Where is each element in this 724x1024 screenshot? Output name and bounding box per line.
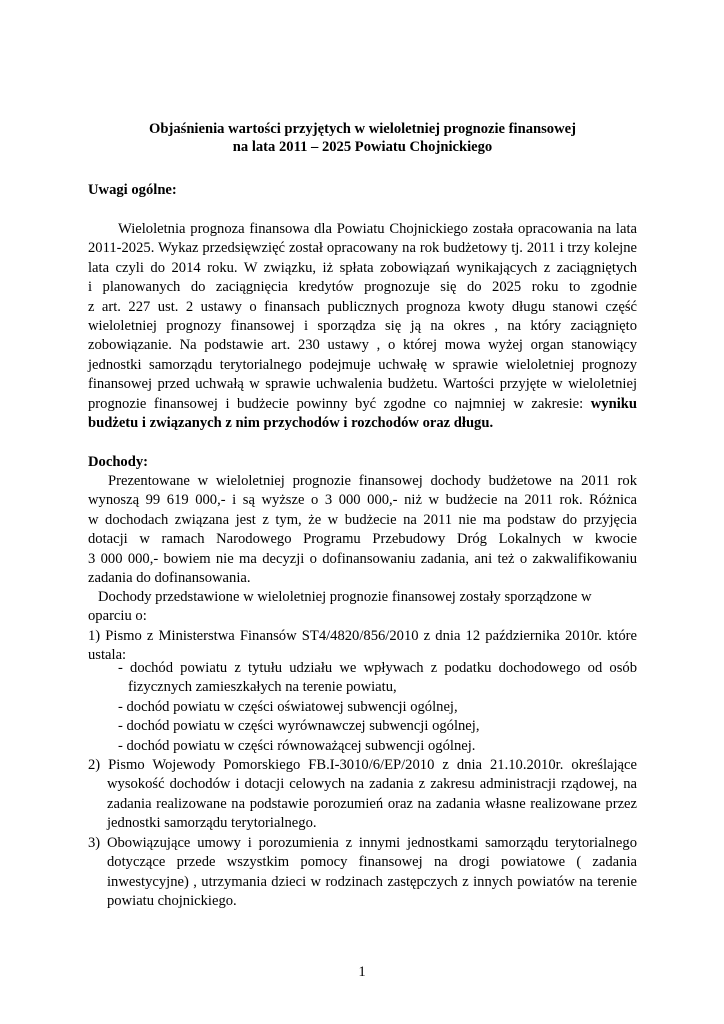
income-line: w dochodach związana jest z tym, że w budżecie na 2011 nie ma podstaw do przyjęcia (88, 511, 637, 528)
income-line: Prezentowane w wieloletniej prognozie finansowej dochody budżetowe na 2011 rok (108, 473, 637, 489)
general-line: jednostki samorządu terytorialnego podejmuje uchwałę w sprawie wieloletniej prognozy (88, 356, 637, 373)
income-paragraph (88, 472, 637, 588)
sub-item-4: - dochód powiatu w części równoważącej subwencji ogólnej. (118, 737, 476, 754)
title-line-2: na lata 2011 – 2025 Powiatu Chojnickiego (232, 139, 493, 155)
general-line: finansowej przed uchwałą w sprawie uchwalenia budżetu. Wartości przyjęte w wieloletniej (88, 376, 637, 393)
general-line-with-bold: prognozie finansowej i budżecie powinny być zgodne co najmniej w zakresie: wyniku (88, 395, 637, 412)
general-paragraph (88, 220, 637, 433)
list-item-3: 3) Obowiązujące umowy i porozumienia z innymi jednostkami samorządu terytorialnego dotyczące przede wszystkim pomocy finansowej na drogi powiatowe ( zadania inwestycyjne) , utrzymania dzieci w rodzinach zastępczych z innych powiatów na terenie powiatu chojnickiego. (88, 835, 637, 910)
title-line-1: Objaśnienia wartości przyjętych w wieloletniej prognozie finansowej (149, 121, 576, 137)
general-bold-line: budżetu i związanych z nim przychodów i rozchodów oraz długu. (88, 415, 494, 432)
page-number: 1 (358, 964, 366, 980)
income-line: wynoszą 99 619 000,- i są wyższe o 3 000 000,- niż w budżecie na 2011 rok. Różnica (88, 492, 637, 509)
income-line: 3 000 000,- bowiem nie ma decyzji o dofinansowaniu zadania, ani też o zakwalifikowaniu (88, 550, 637, 567)
sub-list (118, 659, 637, 756)
list-item-2: 2) Pismo Wojewody Pomorskiego FB.I-3010/6/EP/2010 z dnia 21.10.2010r. określające wysokość dochodów i dotacji celowych na zadania z zakresu administracji rządowej, na zadania realizowane na podstawie porozumień oraz na zadania własne realizowane przez jednostki samorządu terytorialnego. (88, 757, 637, 832)
general-line: lata czyli do 2014 roku. W związku, iż spłata zobowiązań wynikających z zaciągniętych (88, 259, 637, 276)
general-line: 2011-2025. Wykaz przedsięwzięć został opracowany na rok budżetowy tj. 2011 i trzy kolejne (88, 240, 637, 257)
general-line: wieloletniej prognozy finansowej i sporządza się ją na okres , na który zaciągnięto (88, 318, 637, 335)
income-basis: Dochody przedstawione w wieloletniej prognozie finansowej zostały sporządzone w oparciu o: (88, 589, 592, 625)
sub-item-2: - dochód powiatu w części oświatowej subwencji ogólnej, (118, 698, 458, 715)
general-line: Wieloletnia prognoza finansowa dla Powiatu Chojnickiego została opracowania na lata (118, 221, 637, 237)
sub-item-3: - dochód powiatu w części wyrównawczej subwencji ogólnej, (118, 718, 480, 735)
general-line: z art. 227 ust. 2 ustawy o finansach publicznych prognoza kwoty długu stanowi część (88, 298, 637, 315)
general-line: i planowanych do zaciągnięcia kredytów prognozuje się do 2025 roku to zgodnie (88, 279, 637, 296)
general-line: zobowiązanie. Na podstawie art. 230 ustawy , o której mowa wyżej organ stanowiący (88, 337, 637, 354)
sub-item-1-cont: fizycznych zamieszkałych na terenie powiatu, (128, 679, 397, 696)
bold-text: wyniku (590, 395, 637, 412)
income-line: dotacji w ramach Narodowego Programu Przebudowy Dróg Lokalnych w kwocie (88, 531, 637, 548)
income-heading: Dochody: (88, 454, 148, 470)
list-item-1: 1) Pismo z Ministerstwa Finansów ST4/4820/856/2010 z dnia 12 października 2010r. które ustala: (88, 628, 637, 664)
document-title (88, 120, 637, 156)
general-heading: Uwagi ogólne: (88, 182, 177, 198)
income-line: zadania do dofinansowania. (88, 570, 251, 587)
sub-item-1: - dochód powiatu z tytułu udziału we wpływach z podatku dochodowego od osób (118, 660, 637, 676)
